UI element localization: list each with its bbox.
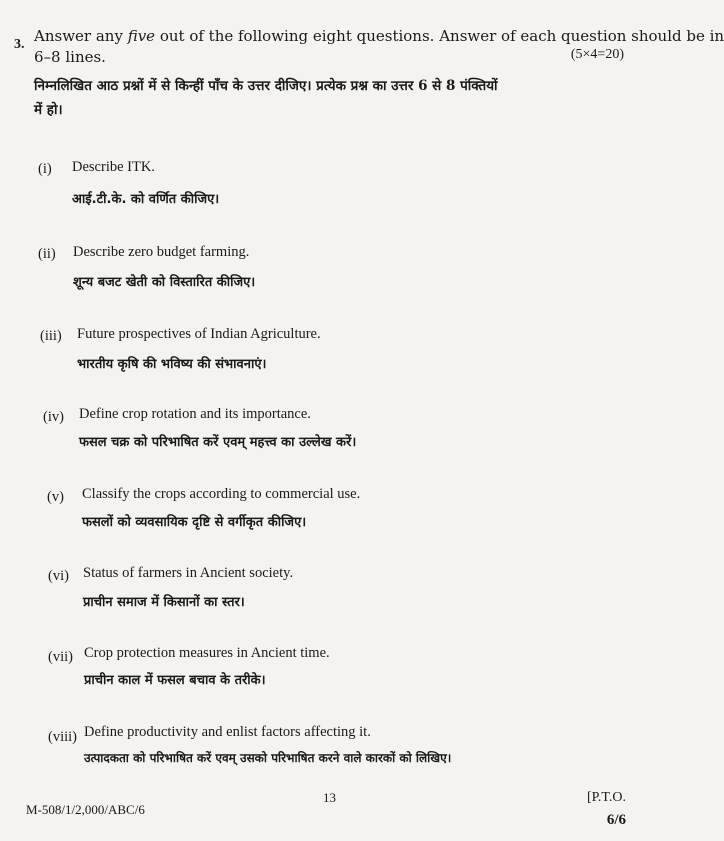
question-instruction-line2: 6–8 lines. xyxy=(34,48,106,66)
pto-label: [P.T.O. xyxy=(586,790,626,805)
item-hindi-text: भारतीय कृषि की भविष्य की संभावनाएं। xyxy=(77,357,267,372)
item-english-text: Classify the crops according to commercial use. xyxy=(82,486,361,502)
footer-paper-code: M-508/1/2,000/ABC/6 xyxy=(26,802,145,817)
item-english-text: Define productivity and enlist factors affecting it. xyxy=(84,724,371,740)
sheet-number: 6/6 xyxy=(606,812,626,828)
instruction-text-b: out of the following eight questions. Answer of each question should be in xyxy=(155,27,724,45)
marks-allocation: (5×4=20) xyxy=(570,47,624,62)
item-english-text: Describe ITK. xyxy=(72,159,155,175)
item-english-text: Future prospectives of Indian Agriculture. xyxy=(77,326,321,342)
item-number: (ii) xyxy=(38,246,56,262)
question-instruction-line1 xyxy=(34,27,724,45)
item-hindi-text: आई.टी.के. को वर्णित कीजिए। xyxy=(72,192,220,207)
page-number: 13 xyxy=(323,790,336,805)
item-english-text: Describe zero budget farming. xyxy=(73,244,250,260)
instruction-text-a: Answer any xyxy=(34,27,128,45)
item-hindi-text: फसल चक्र को परिभाषित करें एवम् महत्त्व का उल्लेख करें। xyxy=(79,435,357,450)
item-hindi-text: प्राचीन काल में फसल बचाव के तरीके। xyxy=(84,673,266,688)
item-hindi-text: फसलों को व्यवसायिक दृष्टि से वर्गीकृत कीजिए। xyxy=(82,515,307,530)
item-number: (iv) xyxy=(43,409,64,425)
hindi-instruction-line2: में हो। xyxy=(34,102,63,118)
item-number: (vii) xyxy=(48,649,73,665)
item-english-text: Define crop rotation and its importance. xyxy=(79,406,311,422)
instruction-italic-five: five xyxy=(127,27,156,45)
item-hindi-text: उत्पादकता को परिभाषित करें एवम् उसको परिभाषित करने वाले कारकों को लिखिए। xyxy=(84,751,452,765)
item-number: (vi) xyxy=(48,568,69,584)
item-number: (viii) xyxy=(48,729,77,745)
question-number: 3. xyxy=(14,37,25,52)
item-hindi-text: शून्य बजट खेती को विस्तारित कीजिए। xyxy=(73,275,256,290)
item-english-text: Status of farmers in Ancient society. xyxy=(83,565,294,581)
item-number: (v) xyxy=(47,489,64,505)
hindi-instruction-line1: निम्नलिखित आठ प्रश्नों में से किन्हीं पाँच के उत्तर दीजिए। प्रत्येक प्रश्न का उत्तर 6 से 8 पंक्तियों xyxy=(34,78,498,94)
item-hindi-text: प्राचीन समाज में किसानों का स्तर। xyxy=(83,595,245,610)
item-english-text: Crop protection measures in Ancient time. xyxy=(84,645,330,661)
item-number: (i) xyxy=(38,161,52,177)
item-number: (iii) xyxy=(40,328,62,344)
